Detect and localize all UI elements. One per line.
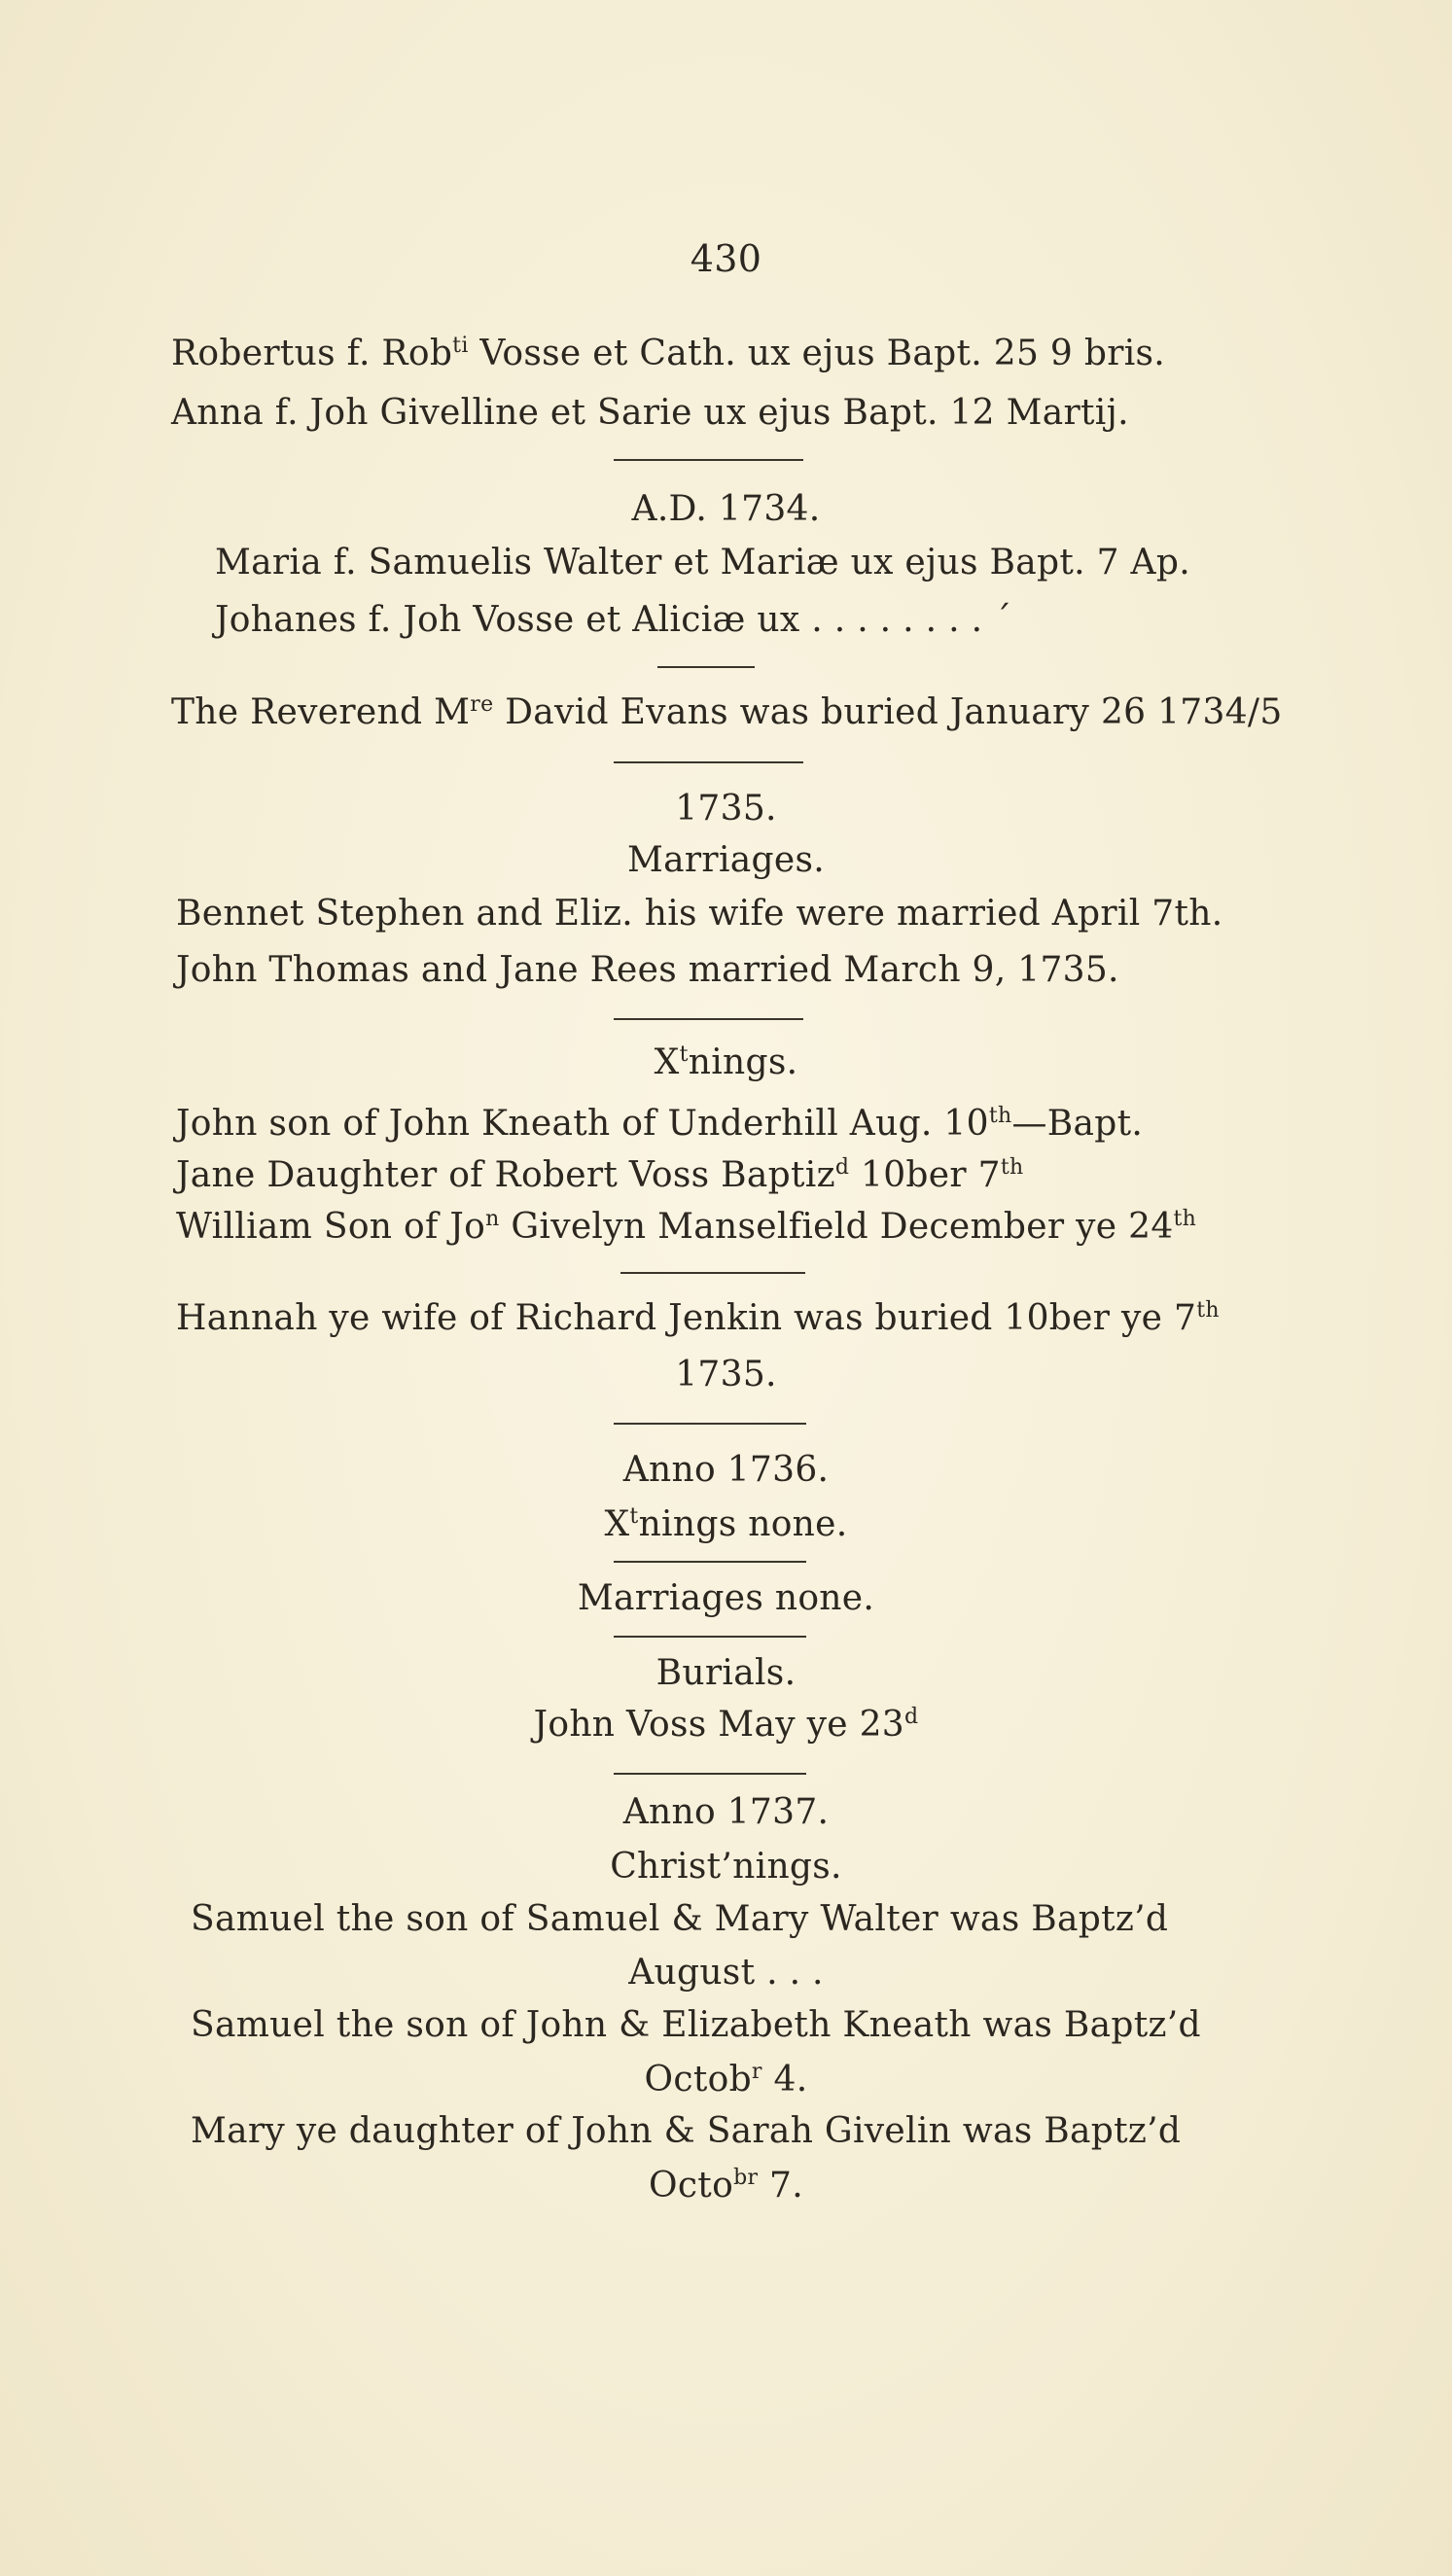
divider: [614, 1773, 806, 1775]
heading-ad-1734: A.D. 1734.: [631, 489, 821, 529]
entry-october-4: Octob$^r$ 4.: [644, 2060, 808, 2100]
entry-samuel-walter: Samuel the son of Samuel & Mary Walter was Baptz’d: [191, 1899, 1169, 1939]
heading-anno-1737: Anno 1737.: [622, 1792, 830, 1832]
entry-year-1735: 1735.: [675, 1355, 777, 1394]
heading-marriages-none: Marriages none.: [577, 1578, 875, 1618]
page-number: 430: [690, 237, 762, 280]
divider: [620, 1272, 805, 1274]
entry-johanes: Johanes f. Joh Vosse et Aliciæ ux . . . . . . . . ´: [215, 600, 1012, 640]
entry-john-thomas: John Thomas and Jane Rees married March 9, 1735.: [176, 950, 1119, 990]
entry-mary-givelin: Mary ye daughter of John & Sarah Givelin was Baptz’d: [191, 2111, 1182, 2151]
heading-xtnings-none: $X^tnings$ none.: [604, 1504, 848, 1544]
heading-marriages: Marriages.: [627, 840, 825, 880]
heading-anno-1736: Anno 1736.: [622, 1450, 830, 1490]
heading-burials: Burials.: [655, 1653, 797, 1693]
entry-august: August . . .: [628, 1953, 824, 1993]
divider: [657, 666, 755, 668]
entry-john-kneath: John son of John Kneath of Underhill Aug. 10th—Bapt.: [176, 1104, 1144, 1144]
divider: [614, 459, 803, 461]
divider: [614, 1636, 806, 1638]
entry-october-7: Octo$^{br}$ 7.: [649, 2166, 803, 2205]
heading-1735: 1735.: [675, 789, 777, 829]
entry-samuel-kneath: Samuel the son of John & Elizabeth Kneath was Baptz’d: [191, 2005, 1201, 2045]
entry-hannah-jenkin: Hannah ye wife of Richard Jenkin was buried 10ber ye 7th: [176, 1298, 1220, 1338]
entry-william-givelyn: William Son of Jo$^n$ Givelyn Manselfield December ye 24th: [176, 1207, 1197, 1247]
divider: [614, 1423, 806, 1425]
entry-jane-voss: Jane Daughter of Robert Voss Baptiz$^d$ 10ber 7th: [176, 1155, 1024, 1195]
entry-john-voss: John Voss May ye 23$^d$: [533, 1705, 919, 1745]
entry-reverend-evans: The Reverend Mre David Evans was buried January 26 1734/5: [171, 692, 1283, 732]
divider: [614, 1018, 803, 1020]
heading-xtnings: $X^tnings$.: [654, 1042, 798, 1082]
heading-christnings: Christ’nings.: [610, 1847, 842, 1887]
divider: [614, 761, 803, 763]
entry-bennet-stephen: Bennet Stephen and Eliz. his wife were married April 7th.: [176, 894, 1223, 934]
entry-robertus: Robertus f. Rob$^{ti}$ Vosse et Cath. ux ejus Bapt. 25 9 bris.: [171, 334, 1166, 373]
divider: [614, 1561, 806, 1563]
entry-anna: Anna f. Joh Givelline et Sarie ux ejus Bapt. 12 Martij.: [171, 393, 1129, 433]
entry-maria: Maria f. Samuelis Walter et Mariæ ux ejus Bapt. 7 Ap.: [215, 543, 1190, 582]
